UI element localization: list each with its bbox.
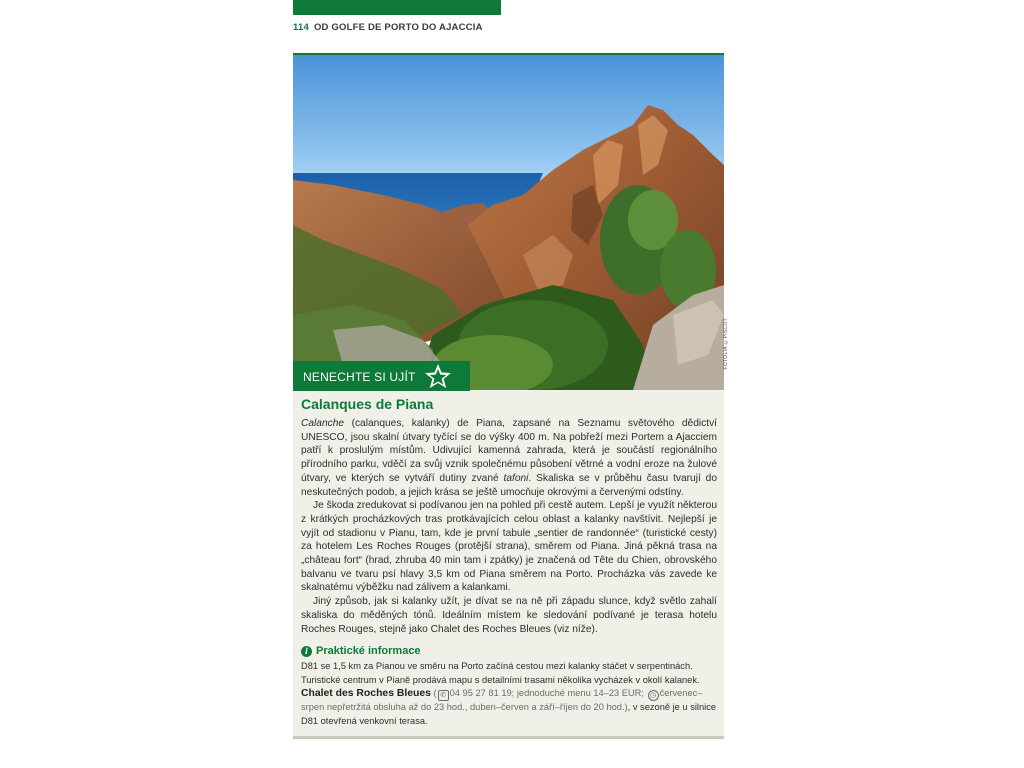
venue-name: Chalet des Roches Bleues xyxy=(301,688,431,700)
photo-credit: FOTOLIA ©PISCOT xyxy=(723,318,729,370)
highlight-tab xyxy=(293,361,470,391)
practical-info-text: D81 se 1,5 km za Pianou ve směru na Porto začíná cestou mezi kalanky stáčet v serpentinách. Turistické centrum v Pianě prodává mapu s detailními trasami několika vycházek v okolí kalanek. xyxy=(301,661,700,685)
paragraph-3: Jiný způsob, jak si kalanky užít, je dívat se na ně při západu slunce, když světlo zahalí skaliska do měděných tónů. Ideálním místem ke sledování podívané je terasa hotelu Roches Rouges, stejně jako Chalet des Roches Bleues (viz níže). xyxy=(301,596,717,635)
panel-bottom-rule xyxy=(293,736,724,739)
practical-info-heading: i Praktické informace xyxy=(301,645,717,657)
section-title: OD GOLFE DE PORTO DO AJACCIA xyxy=(313,22,483,33)
venue-note: , v sezoně je u silnice D81 otevřená venkovní terasa. xyxy=(301,702,717,727)
running-head xyxy=(293,22,483,33)
clock-icon: ◷ xyxy=(648,690,659,701)
paragraph-1-term-tafoni: tafoni xyxy=(503,472,529,484)
star-icon xyxy=(424,363,452,389)
venue-entry: Chalet des Roches Bleues ( ✆ 04 95 27 81 19; jednoduché menu 14–23 EUR; ◷ červenec–srpen nepřetržitá obsluha až do 23 hod., duben–červen a září–říjen do 20 hod.), v sezoně je u silnice D81 otevřená venkovní terasa. xyxy=(301,688,717,727)
top-accent-bar xyxy=(293,0,501,15)
highlight-tab-label: NENECHTE SI UJÍT xyxy=(303,370,416,384)
feature-content xyxy=(301,396,717,729)
venue-hours: červenec–srpen nepřetržitá obsluha až do 23 hod., duben–červen a září–říjen do 20 hod.) xyxy=(301,688,703,713)
info-icon: i xyxy=(301,646,312,657)
page-number: 114 xyxy=(293,22,309,33)
phone-icon: ✆ xyxy=(438,690,449,701)
calanques-photo xyxy=(293,55,724,390)
paragraph-2: Je škoda zredukovat si podívanou jen na pohled při cestě autem. Lepší je využít některou z krátkých procházkových tras protkávajících celou oblast a kalanky navštívit. Nejlepší je vyjít od stadionu v Pianu, tam, kde je první tabule „sentier de randonnée“ (turistické cesty) za hotelem Les Roches Rouges (protější strana), směrem od Piana. Jiná pěkná trasa na „château fort“ (hrad, zhruba 40 min tam i zpátky) je značená od Tête du Chien, obrovského balvanu ve tvaru psí hlavy 3,5 km od Piana směrem na Porto. Procházka vás zavede ke skalnatému výběžku nad zálivem a kalankami. xyxy=(301,500,717,594)
venue-phone: 04 95 27 81 19; jednoduché menu 14–23 EUR; xyxy=(449,688,644,699)
feature-title: Calanques de Piana xyxy=(301,396,434,412)
paragraph-1: Calanche (calanques, kalanky) de Piana, zapsané na Seznamu světového dědictví UNESCO, jsou skalní útvary tyčící se do výšky 400 m. Na pobřeží mezi Portem a Ajacciem patří k proslulým místům. Udivující kamenná zahrada, která je součástí regionálního přírodního parku, vděčí za svůj vznik společnému působení větrné a vodní eroze na žulové útvary, ve kterých se vytváří dutiny zvané tafoni. Skaliska se v průběhu času tvarují do neskutečných podob, a jejich krása se ještě umocňuje okrovými a červenými odstíny. xyxy=(301,418,717,498)
paragraph-1-term: Calanche xyxy=(301,418,345,429)
